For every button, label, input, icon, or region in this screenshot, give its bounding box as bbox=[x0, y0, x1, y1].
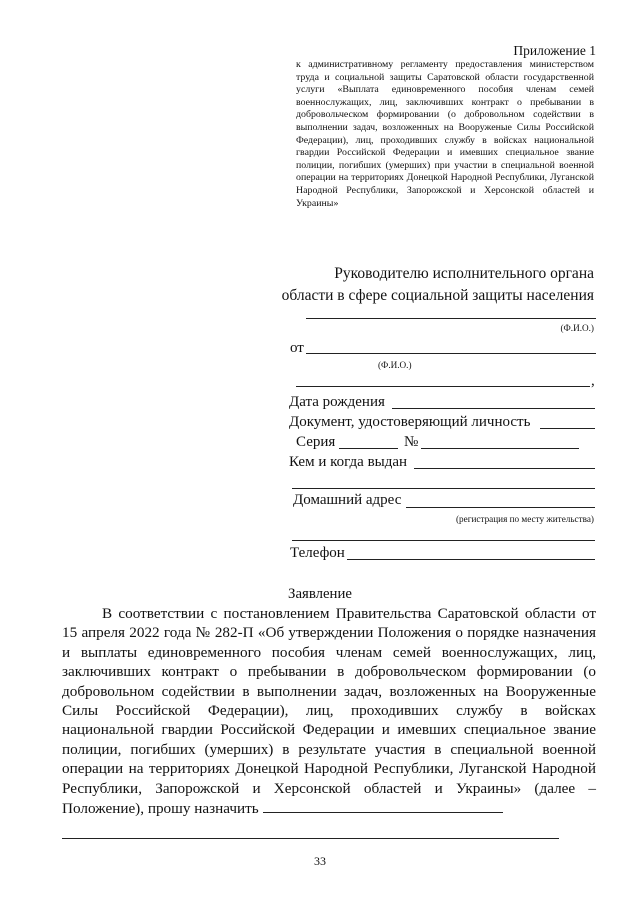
series-field[interactable] bbox=[339, 448, 398, 449]
issued-field-line-2[interactable] bbox=[292, 488, 595, 489]
id-document-label: Документ, удостоверяющий личность bbox=[289, 414, 531, 430]
birth-date-field[interactable] bbox=[392, 408, 595, 409]
fio-caption-2: (Ф.И.О.) bbox=[378, 360, 412, 370]
appendix-reference-text: к административному регламенту предоставления министерством труда и социальной защиты Саратовской области государственной услуги «Выплата единовременного пособия членам семей военнослужащих, лиц, заключивших контракт о пребывании в добровольческом формировании (о добровольном содействии в выполнении задач, возложенных на Вооруженые Силы Российской Федерации), лиц, проходивших службу в войсках национальной гвардии Российской Федерации и имевших специальное звание полиции, погибших (умерших) при участии в специальной военной операции на территориях Донецкой Народной Республики, Луганской Народной Республики, Запорожской и Херсонской областей и Украины» bbox=[296, 59, 594, 209]
assign-field-line-2[interactable] bbox=[62, 838, 559, 839]
birth-date-label: Дата рождения bbox=[289, 394, 385, 410]
number-field[interactable] bbox=[421, 448, 579, 449]
applicant-name-line[interactable] bbox=[306, 353, 596, 354]
phone-field[interactable] bbox=[347, 559, 595, 560]
address-caption: (регистрация по месту жительства) bbox=[455, 514, 594, 524]
statement-title: Заявление bbox=[288, 586, 352, 602]
addressee-line-2: области в сфере социальной защиты населения bbox=[281, 287, 594, 304]
address-field[interactable] bbox=[406, 507, 595, 508]
address-field-line-2[interactable] bbox=[292, 540, 595, 541]
page-number: 33 bbox=[314, 854, 326, 868]
statement-body-text: В соответствии с постановлением Правительства Саратовской области от 15 апреля 2022 года № 282-П «Об утверждении Положения о порядке назначения и выплаты единовременного пособия членам семей военнослужащих, лиц, заключивших контракт о пребывании в добровольческом формировании (о добровольном содействии в выполнении задач, возложенных на Вооруженные Силы Российской Федерации), лиц, проходивших службу в войсках национальной гвардии Российской Федерации и имевших специальное звание полиции, погибших (умерших) в результате участия в специальной военной операции на территориях Донецкой Народной Республики, Луганской Народной Республики, Запорожской и Херсонской областей и Украины» (далее – Положение), прошу назначить bbox=[62, 605, 596, 818]
statement-body bbox=[62, 604, 596, 818]
appendix-title: Приложение 1 bbox=[513, 43, 596, 58]
fio-caption-1: (Ф.И.О.) bbox=[560, 323, 594, 333]
comma: , bbox=[591, 373, 595, 389]
addressee-line-1: Руководителю исполнительного органа bbox=[334, 265, 594, 282]
issued-field[interactable] bbox=[414, 468, 595, 469]
from-label: от bbox=[290, 340, 304, 356]
addressee-name-line[interactable] bbox=[306, 318, 596, 319]
address-label: Домашний адрес bbox=[293, 492, 402, 508]
issued-label: Кем и когда выдан bbox=[289, 454, 408, 470]
number-label: № bbox=[404, 434, 419, 450]
id-document-field[interactable] bbox=[540, 428, 595, 429]
assign-field[interactable] bbox=[263, 798, 503, 813]
applicant-name-line-2[interactable] bbox=[296, 386, 590, 387]
series-label: Серия bbox=[296, 434, 336, 450]
phone-label: Телефон bbox=[290, 545, 345, 561]
